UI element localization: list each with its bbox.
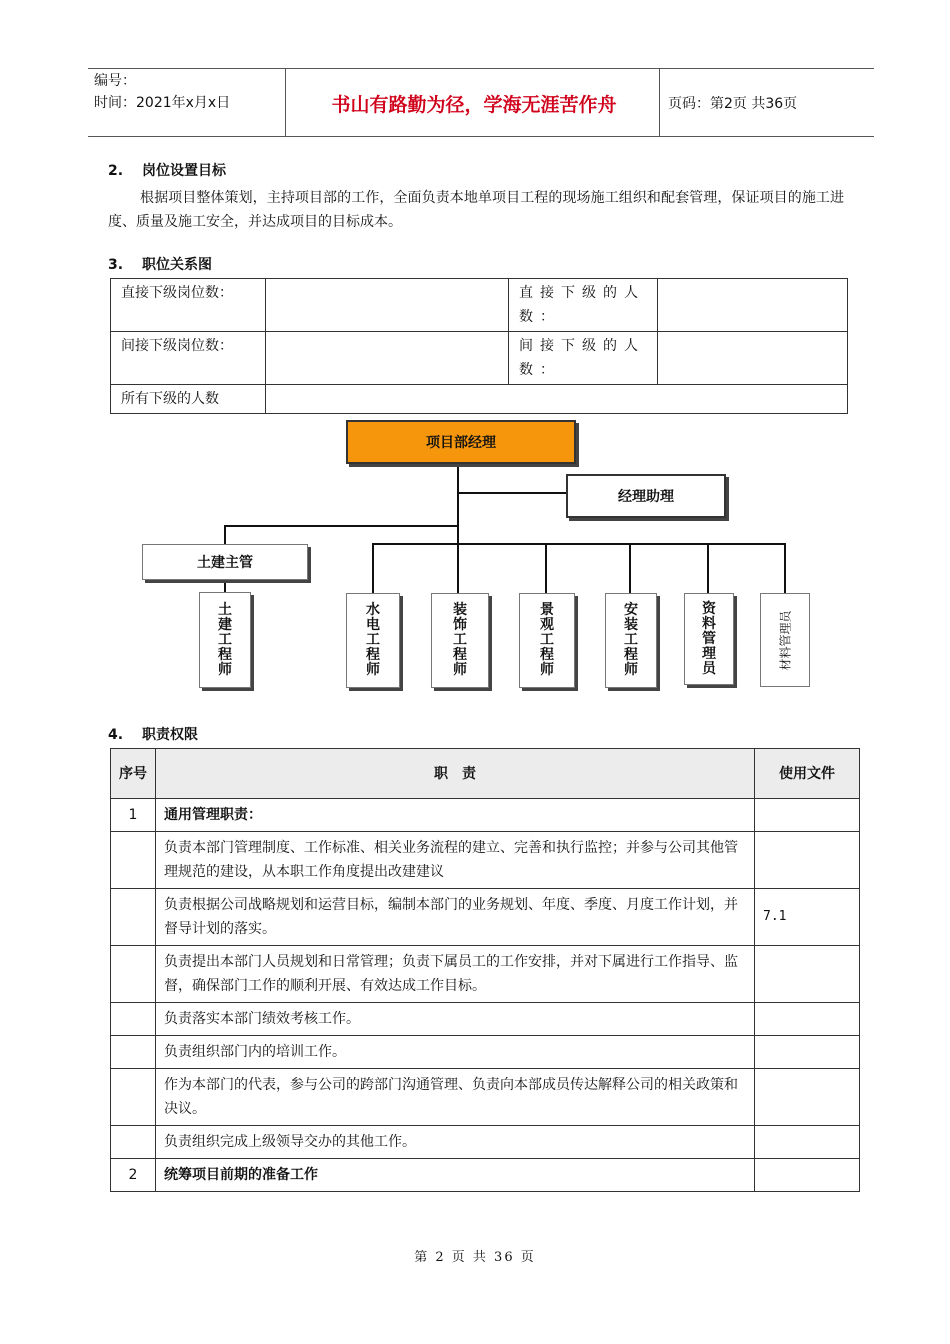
header-duty: 职 责 (156, 749, 755, 799)
duty-seq (111, 1036, 156, 1069)
duty-text: 负责组织完成上级领导交办的其他工作。 (156, 1126, 755, 1159)
duty-seq (111, 1126, 156, 1159)
page-footer: 第 2 页 共 36 页 (414, 1250, 536, 1265)
connector-trunk (457, 462, 459, 544)
duty-row (111, 1069, 860, 1126)
duty-seq: 2 (111, 1159, 156, 1192)
duty-text: 负责落实本部门绩效考核工作。 (156, 1003, 755, 1036)
section-number: 3. (108, 257, 124, 273)
section-3-heading (108, 254, 212, 274)
duty-seq (111, 946, 156, 1003)
indirect-people-label: 间接下级的人数： (509, 332, 658, 385)
duty-row (111, 1003, 860, 1036)
section-4-heading (108, 724, 198, 744)
direct-people-value (658, 279, 848, 332)
org-node-project-manager: 项目部经理 (346, 420, 576, 464)
duty-seq (111, 889, 156, 946)
duty-seq (111, 1003, 156, 1036)
section-2-paragraph: 根据项目整体策划，主持项目部的工作，全面负责本地单项目工程的现场施工组织和配套管理，保证项目的施工进度、质量及施工安全，并达成项目的目标成本。 (108, 190, 844, 230)
duty-text: 负责根据公司战略规划和运营目标，编制本部门的业务规划、年度、季度、月度工作计划，并督导计划的落实。 (156, 889, 755, 946)
connector-left-branch (224, 525, 459, 527)
connector-left-drop (224, 525, 226, 545)
org-node-landscape-engineer: 景 观 工 程 师 (519, 593, 575, 688)
connector-drop-3 (545, 543, 547, 593)
duty-row (111, 946, 860, 1003)
relation-table (110, 278, 848, 414)
duty-text: 作为本部门的代表，参与公司的跨部门沟通管理、负责向本部成员传达解释公司的相关政策和决议。 (156, 1069, 755, 1126)
org-node-decoration-engineer: 装 饰 工 程 师 (431, 593, 489, 688)
header-motto: 书山有路勤为径，学海无涯苦作舟 (331, 93, 617, 116)
connector-assistant (457, 492, 567, 494)
duty-text: 负责提出本部门人员规划和日常管理；负责下属员工的工作安排，并对下属进行工作指导、监督，确保部门工作的顺利开展、有效达成工作目标。 (156, 946, 755, 1003)
all-people-label: 所有下级的人数 (111, 385, 266, 414)
header-seq: 序号 (111, 749, 156, 799)
org-node-material-administrator (760, 593, 810, 687)
connector-drop-6 (784, 543, 786, 593)
all-people-value (266, 385, 848, 414)
header-page-number: 页码：第2页 共36页 (668, 96, 798, 112)
section-title: 职位关系图 (142, 257, 212, 273)
duty-text: 统筹项目前期的准备工作 (156, 1159, 755, 1192)
number-label: 编号： (94, 73, 136, 89)
duty-doc (755, 1069, 860, 1126)
header-meta (94, 70, 230, 114)
time-label: 时间：2021年x月x日 (94, 95, 231, 111)
material-admin-label: 材料管理员 (778, 609, 793, 671)
duty-doc (755, 1003, 860, 1036)
indirect-posts-label: 间接下级岗位数： (111, 332, 266, 385)
connector-civil-engineer (224, 578, 226, 592)
org-node-manager-assistant: 经理助理 (566, 474, 726, 518)
duty-doc (755, 832, 860, 889)
org-node-water-electric-engineer: 水 电 工 程 师 (346, 593, 400, 688)
duty-seq (111, 832, 156, 889)
duty-doc: 7.1 (755, 889, 860, 946)
section-2-heading (108, 160, 226, 180)
org-node-civil-engineer: 土 建 工 程 师 (199, 592, 251, 688)
indirect-posts-value (266, 332, 509, 385)
org-node-civil-lead: 土建主管 (142, 544, 308, 580)
duty-doc (755, 1036, 860, 1069)
connector-drop-1 (372, 543, 374, 593)
duty-row (111, 1126, 860, 1159)
direct-people-label: 直接下级的人数： (509, 279, 658, 332)
duty-row (111, 1036, 860, 1069)
connector-drop-5 (707, 543, 709, 593)
duty-doc (755, 799, 860, 832)
section-title: 职责权限 (142, 727, 198, 743)
duty-text: 通用管理职责： (156, 799, 755, 832)
duty-doc (755, 1126, 860, 1159)
direct-posts-value (266, 279, 509, 332)
duty-doc (755, 946, 860, 1003)
header-divider-1 (285, 68, 286, 136)
duty-seq (111, 1069, 156, 1126)
duty-seq: 1 (111, 799, 156, 832)
duty-table (110, 748, 860, 1192)
org-node-document-administrator: 资 料 管 理 员 (684, 593, 734, 685)
header-bottom-rule (88, 136, 874, 137)
duty-row (111, 889, 860, 946)
duty-row (111, 799, 860, 832)
connector-main-bus (372, 543, 785, 545)
indirect-people-value (658, 332, 848, 385)
duty-row (111, 832, 860, 889)
section-number: 2. (108, 163, 124, 179)
section-title: 岗位设置目标 (142, 163, 226, 179)
duty-text: 负责本部门管理制度、工作标准、相关业务流程的建立、完善和执行监控；并参与公司其他管理规范的建设，从本职工作角度提出改建建议 (156, 832, 755, 889)
direct-posts-label: 直接下级岗位数： (111, 279, 266, 332)
connector-drop-2 (457, 543, 459, 593)
duty-doc (755, 1159, 860, 1192)
section-number: 4. (108, 727, 124, 743)
header-doc: 使用文件 (755, 749, 860, 799)
connector-drop-4 (629, 543, 631, 593)
header-top-rule (88, 68, 874, 69)
duty-row (111, 1159, 860, 1192)
org-node-installation-engineer: 安 装 工 程 师 (605, 593, 657, 688)
duty-text: 负责组织部门内的培训工作。 (156, 1036, 755, 1069)
